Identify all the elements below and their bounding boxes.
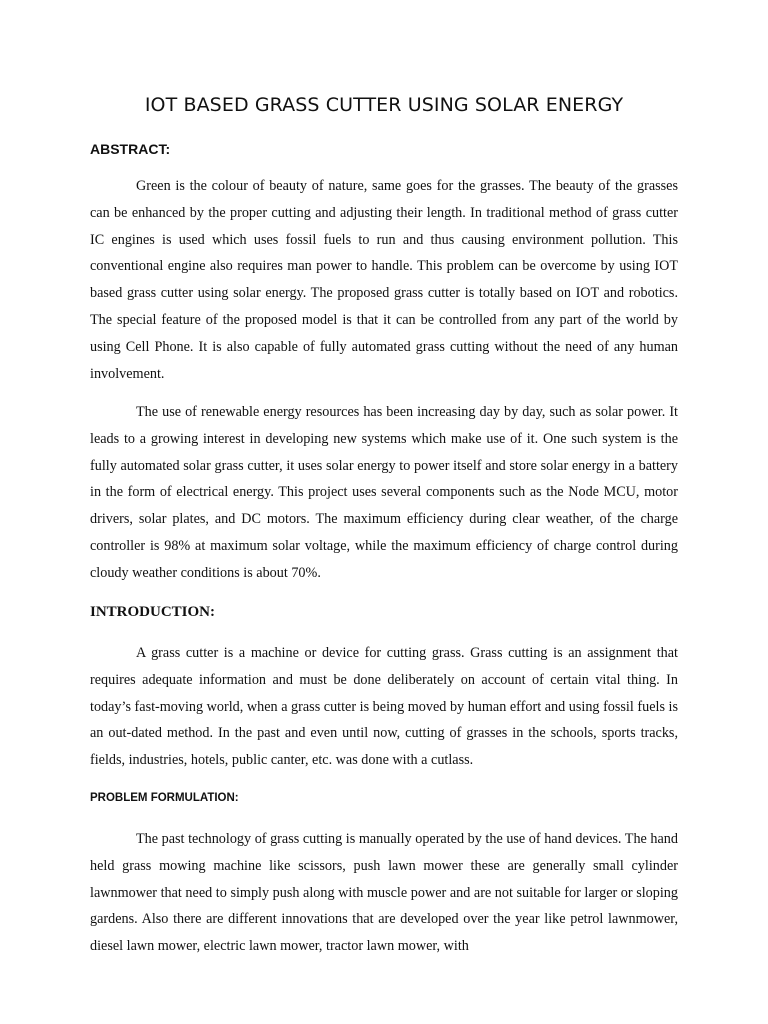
abstract-paragraph-2: The use of renewable energy resources has been increasing day by day, such as solar power. It leads to a growing interest in developing new systems which make use of it. One such system is the fully automated solar grass cutter, it uses solar energy to power itself and store solar energy in a battery in the form of electrical energy. This project uses several components such as the Node MCU, motor drivers, solar plates, and DC motors. The maximum efficiency during clear weather, of the charge controller is 98% at maximum solar voltage, while the maximum efficiency of charge control during cloudy weather conditions is about 70%.	[90, 404, 678, 581]
problem-formulation-paragraph: The past technology of grass cutting is manually operated by the use of hand devices. The hand held grass mowing machine like scissors, push lawn mower these are generally small cylinder lawnmower that need to simply push along with muscle power and are not suitable for larger or sloping gardens. Also there are different innovations that are developed over the year like petrol lawnmower, diesel lawn mower, electric lawn mower, tractor lawn mower, with	[90, 831, 678, 955]
introduction-paragraph: A grass cutter is a machine or device for cutting grass. Grass cutting is an assignment that requires adequate information and must be done deliberately on account of certain vital thing. In today’s fast-moving world, when a grass cutter is being moved by human effort and using fossil fuels is an out-dated method. In the past and even until now, cutting of grasses in the schools, sports tracks, fields, industries, hotels, public canter, etc. was done with a cutlass.	[90, 645, 678, 769]
introduction-heading: INTRODUCTION:	[90, 604, 216, 620]
abstract-heading: ABSTRACT:	[90, 141, 171, 157]
problem-formulation-heading: PROBLEM FORMULATION:	[90, 792, 239, 804]
abstract-paragraph-1: Green is the colour of beauty of nature, same goes for the grasses. The beauty of the grasses can be enhanced by the proper cutting and adjusting their length. In traditional method of grass cutter IC engines is used which uses fossil fuels to run and thus causing environment pollution. This conventional engine also requires man power to handle. This problem can be overcome by using IOT based grass cutter using solar energy. The proposed grass cutter is totally based on IOT and robotics. The special feature of the proposed model is that it can be controlled from any part of the world by using Cell Phone. It is also capable of fully automated grass cutting without the need of any human involvement.	[90, 178, 678, 382]
document-title: IOT BASED GRASS CUTTER USING SOLAR ENERGY	[144, 94, 624, 116]
